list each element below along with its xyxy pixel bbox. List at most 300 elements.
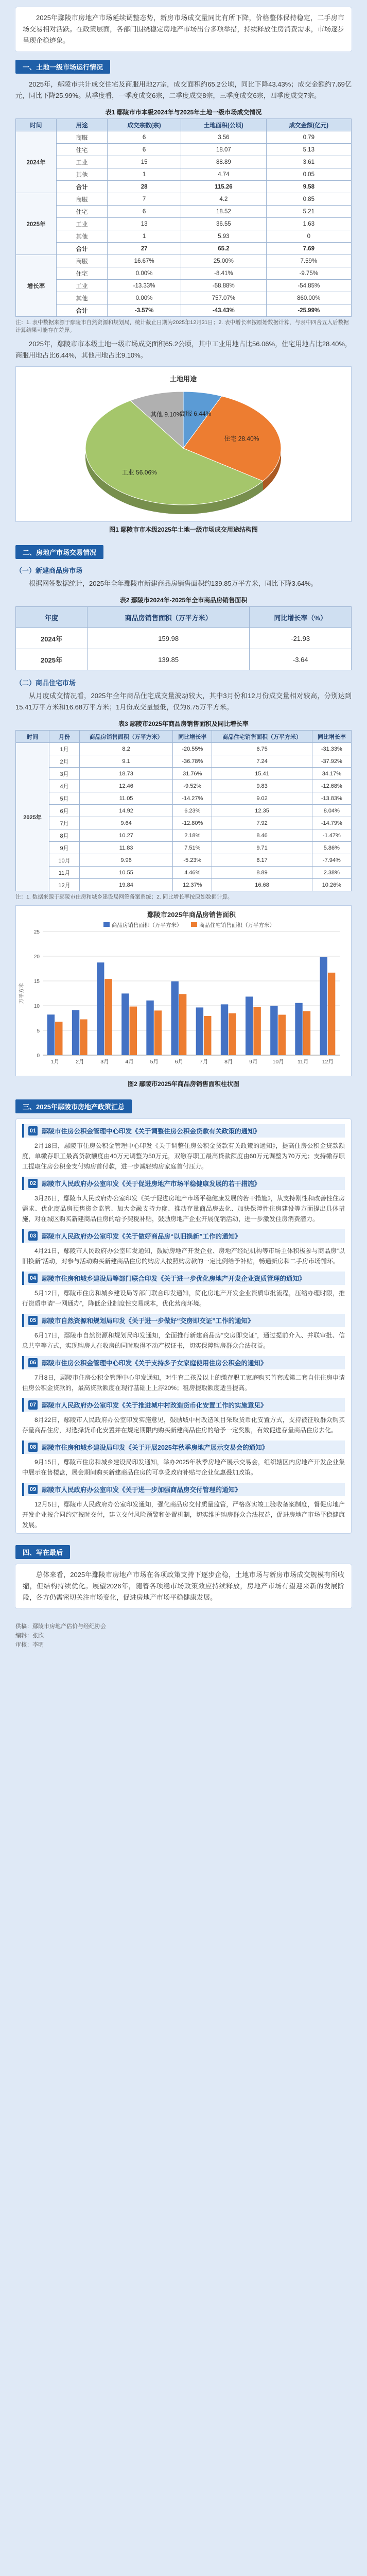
table-cell: 工业 bbox=[57, 218, 108, 230]
table-cell: 1.63 bbox=[266, 218, 351, 230]
y-tick-label: 0 bbox=[37, 1053, 40, 1059]
table-cell: -3.57% bbox=[108, 304, 181, 317]
land-transaction-table bbox=[15, 118, 352, 317]
table-header-cell: 用途 bbox=[57, 119, 108, 131]
x-tick-label: 1月 bbox=[50, 1059, 60, 1065]
table-year-cell: 增长率 bbox=[16, 255, 57, 317]
table-cell: 2.18% bbox=[173, 829, 212, 842]
table-cell: 9.96 bbox=[80, 854, 173, 867]
table-header-cell: 成交宗数(宗) bbox=[108, 119, 181, 131]
table-cell: -25.99% bbox=[266, 304, 351, 317]
pie-slice-label: 工业 56.06% bbox=[121, 469, 157, 477]
policy-title-text: 鄢陵市人民政府办公室印发《关于做好商品房“以旧换新”工作的通知》 bbox=[42, 1233, 241, 1240]
table-3-title: 表3 鄢陵市2025年商品房销售面积及同比增长率 bbox=[118, 720, 249, 727]
sales-area-table bbox=[15, 606, 352, 670]
bar bbox=[154, 1010, 162, 1055]
table-cell: 7.24 bbox=[212, 755, 312, 768]
closing-paragraph: 总体来看，2025年鄢陵市房地产市场在各项政策支持下逐步企稳，土地市场与新房市场成交规模有所收缩，但结构持续优化。展望2026年，随着各项稳市场政策效应持续释放，房地产市场有望迎来新的发展阶段，各方仍需密切关注市场变化，促进房地产市场平稳健康发展。 bbox=[23, 1571, 344, 1601]
y-tick-label: 25 bbox=[33, 929, 40, 935]
table-cell: -54.85% bbox=[266, 280, 351, 292]
table-row bbox=[16, 649, 352, 670]
y-tick-label: 20 bbox=[33, 954, 40, 960]
bar bbox=[270, 1006, 277, 1055]
table-cell: 1 bbox=[108, 230, 181, 243]
table-row bbox=[16, 867, 352, 879]
table-cell: 6 bbox=[108, 206, 181, 218]
policy-number: 08 bbox=[28, 1443, 38, 1452]
table-cell: 19.84 bbox=[80, 879, 173, 891]
bar-chart-panel bbox=[15, 905, 352, 1076]
footer-line: 编辑：张欣 bbox=[15, 1633, 44, 1639]
x-tick-label: 5月 bbox=[150, 1059, 159, 1065]
table-row bbox=[16, 255, 352, 267]
table-cell: 10.27 bbox=[80, 829, 173, 842]
table-header-cell: 时间 bbox=[16, 119, 57, 131]
table-cell: 2.38% bbox=[312, 867, 351, 879]
y-axis-label: 万平方米 bbox=[19, 983, 25, 1004]
table-cell: 合计 bbox=[57, 304, 108, 317]
policy-title bbox=[22, 1229, 345, 1243]
table-cell: 3.61 bbox=[266, 156, 351, 168]
table-row bbox=[16, 842, 352, 854]
table-header-cell: 同比增长率（%） bbox=[250, 607, 352, 628]
table-cell: 工业 bbox=[57, 156, 108, 168]
table-row bbox=[16, 144, 352, 156]
bar bbox=[146, 1001, 153, 1055]
table-cell: 12.37% bbox=[173, 879, 212, 891]
table-cell: 其他 bbox=[57, 292, 108, 304]
policy-body bbox=[22, 1141, 345, 1172]
policy-number: 06 bbox=[28, 1358, 38, 1367]
table-cell: 6月 bbox=[49, 805, 80, 817]
table-cell: 2024年 bbox=[16, 628, 88, 649]
table-cell: 31.76% bbox=[173, 768, 212, 780]
policy-title-text: 鄢陵市住房和城乡建设局印发《关于开展2025年秋季房地产展示交易会的通知》 bbox=[42, 1444, 269, 1451]
bar bbox=[328, 973, 335, 1055]
legend-label: 商品房销售面积（万平方米） bbox=[112, 922, 182, 928]
table-cell: 7.69 bbox=[266, 243, 351, 255]
table-cell: 住宅 bbox=[57, 144, 108, 156]
policy-title-text: 鄢陵市住房公积金管理中心印发《关于支持多子女家庭使用住房公积金的通知》 bbox=[42, 1360, 267, 1367]
table-cell: 商服 bbox=[57, 193, 108, 206]
policy-number: 01 bbox=[28, 1126, 38, 1136]
policy-body-text: 5月12日，鄢陵市住房和城乡建设局等部门联合印发通知，简化房地产开发企业资质审批流程，压缩办理时限，推行资质申请“一网通办”，降低企业制度性交易成本，优化营商环境。 bbox=[22, 1290, 345, 1307]
table-cell: 住宅 bbox=[57, 206, 108, 218]
table-cell: 其他 bbox=[57, 168, 108, 181]
section-2-paragraph-1: 根据网签数据统计，2025年全年鄢陵市新建商品房销售面积约139.85万平方米，同比下降3.64%。 bbox=[29, 580, 318, 587]
table-1-note: 注：1. 表中数据来源于鄢陵市自然资源和规划局，统计截止日期为2025年12月31日；2. 表中增长率按原始数据计算，与表中四舍五入后数据计算结果可能存在差异。 bbox=[15, 319, 349, 333]
table-cell: 7 bbox=[108, 193, 181, 206]
bar bbox=[295, 1003, 302, 1055]
table-cell: 88.89 bbox=[181, 156, 266, 168]
bar bbox=[303, 1011, 310, 1055]
table-cell: 2月 bbox=[49, 755, 80, 768]
table-cell: 12.46 bbox=[80, 780, 173, 792]
pie-title: 土地用途 bbox=[169, 375, 197, 383]
table-cell: -13.83% bbox=[312, 792, 351, 805]
table-cell: 25.00% bbox=[181, 255, 266, 267]
table-cell: 1月 bbox=[49, 743, 80, 755]
table-row bbox=[16, 131, 352, 144]
policy-body bbox=[22, 1330, 345, 1351]
table-cell: 0.00% bbox=[108, 267, 181, 280]
table-row bbox=[16, 755, 352, 768]
table-header-cell: 年度 bbox=[16, 607, 88, 628]
policy-title-text: 鄢陵市住房和城乡建设局等部门联合印发《关于进一步优化房地产开发企业资质管理的通知》 bbox=[42, 1275, 306, 1282]
table-year-cell: 2025年 bbox=[16, 193, 57, 255]
bar bbox=[229, 1013, 236, 1055]
section-1-paragraph-2: 2025年，鄢陵市市本级土地一级市场成交面积65.2公顷，其中工业用地占比56.06%，住宅用地占比28.40%，商服用地占比6.44%，其他用地占比9.10%。 bbox=[15, 340, 352, 359]
table-cell: 18.07 bbox=[181, 144, 266, 156]
table-row bbox=[16, 218, 352, 230]
table-cell: 14.92 bbox=[80, 805, 173, 817]
table-cell: 34.17% bbox=[312, 768, 351, 780]
section-1-header bbox=[15, 60, 352, 74]
bar bbox=[72, 1010, 79, 1055]
table-cell: 8.89 bbox=[212, 867, 312, 879]
pie-chart-panel bbox=[15, 366, 352, 522]
table-row bbox=[16, 156, 352, 168]
table-cell: -31.33% bbox=[312, 743, 351, 755]
table-cell: -43.43% bbox=[181, 304, 266, 317]
table-cell: 15 bbox=[108, 156, 181, 168]
table-row bbox=[16, 854, 352, 867]
table-cell: 5.86% bbox=[312, 842, 351, 854]
table-row bbox=[16, 805, 352, 817]
table-row bbox=[16, 879, 352, 891]
bar bbox=[80, 1019, 87, 1055]
table-1-title: 表1 鄢陵市市本级2024年与2025年土地一级市场成交情况 bbox=[105, 109, 262, 116]
policy-title-text: 鄢陵市人民政府办公室印发《关于进一步加强商品房交付管理的通知》 bbox=[42, 1486, 241, 1494]
bar bbox=[171, 981, 179, 1055]
table-cell: 7月 bbox=[49, 817, 80, 829]
bar bbox=[55, 1022, 62, 1055]
table-cell: 合计 bbox=[57, 181, 108, 193]
table-cell: 4.46% bbox=[173, 867, 212, 879]
policy-title bbox=[22, 1124, 345, 1138]
table-header-cell: 土地面积(公顷) bbox=[181, 119, 266, 131]
table-row bbox=[16, 628, 352, 649]
policy-body-text: 8月22日，鄢陵市人民政府办公室印发实施意见，鼓励城中村改造项目采取货币化安置方式，支持被征收群众购买存量商品住房，对选择货币化安置并在规定期限内购买新建商品住房的给予一定奖励，有效促进存量商品住房去化。 bbox=[22, 1416, 345, 1434]
pie-slice-label: 其他 9.10% bbox=[150, 411, 182, 418]
table-cell: 合计 bbox=[57, 243, 108, 255]
table-cell: 0.85 bbox=[266, 193, 351, 206]
table-cell: 2025年 bbox=[16, 649, 88, 670]
policy-title bbox=[22, 1356, 345, 1369]
table-cell: 139.85 bbox=[88, 649, 250, 670]
table-cell: 9.71 bbox=[212, 842, 312, 854]
policy-title bbox=[22, 1314, 345, 1327]
table-cell: 5.13 bbox=[266, 144, 351, 156]
table-cell: 4月 bbox=[49, 780, 80, 792]
table-cell: 13 bbox=[108, 218, 181, 230]
table-cell: 8月 bbox=[49, 829, 80, 842]
table-cell: 28 bbox=[108, 181, 181, 193]
table-cell: 12.35 bbox=[212, 805, 312, 817]
policy-body-text: 3月26日，鄢陵市人民政府办公室印发《关于促进房地产市场平稳健康发展的若干措施》，从支持刚性和改善性住房需求、优化商品房预售资金监管、加大金融支持力度、推动存量商品房去化、加快保障性住房建设等方面提出具体措施，对在城区购买新建商品住房的给予契税补贴，鼓励房地产企业开展促销活动，进一步激发住房消费潜力。 bbox=[22, 1195, 345, 1223]
y-tick-label: 10 bbox=[33, 1004, 40, 1009]
bar bbox=[204, 1016, 211, 1055]
table-cell: 7.51% bbox=[173, 842, 212, 854]
table-header-cell: 时间 bbox=[16, 731, 49, 743]
table-cell: -37.92% bbox=[312, 755, 351, 768]
table-cell: -7.94% bbox=[312, 854, 351, 867]
bar-chart-caption: 图2 鄢陵市2025年商品房销售面积柱状图 bbox=[128, 1080, 239, 1088]
policy-title bbox=[22, 1177, 345, 1190]
monthly-sales-bar-chart bbox=[16, 906, 351, 1076]
bar bbox=[130, 1007, 137, 1055]
intro-paragraph: 2025年鄢陵市房地产市场延续调整态势，新房市场成交量同比有所下降，价格整体保持稳定，二手房市场交易相对活跃。在政策层面，各部门围绕稳定房地产市场出台多项举措，持续释放住房消费需求，市场逐步呈现企稳迹象。 bbox=[23, 14, 344, 44]
table-cell: 商服 bbox=[57, 255, 108, 267]
legend-swatch bbox=[103, 922, 110, 927]
table-cell: -12.80% bbox=[173, 817, 212, 829]
table-header-cell: 月份 bbox=[49, 731, 80, 743]
table-cell: 0.05 bbox=[266, 168, 351, 181]
policy-list bbox=[15, 1118, 352, 1534]
x-tick-label: 9月 bbox=[249, 1059, 258, 1065]
section-1-badge: 一、土地一级市场运行情况 bbox=[15, 60, 110, 74]
pie-slice-label: 商服 6.44% bbox=[179, 410, 212, 418]
table-cell: 18.73 bbox=[80, 768, 173, 780]
section-2-paragraph-2: 从月度成交情况看，2025年全年商品住宅成交量波动较大，其中3月份和12月份成交量相对较高，分别达到15.41万平方米和16.68万平方米；1月份成交量最低，仅为6.75万平方米。 bbox=[15, 692, 352, 711]
policy-body bbox=[22, 1246, 345, 1266]
table-cell: 5.21 bbox=[266, 206, 351, 218]
table-cell: 6 bbox=[108, 144, 181, 156]
section-2-badge: 二、房地产市场交易情况 bbox=[15, 545, 103, 559]
policy-body-text: 6月17日，鄢陵市自然资源和规划局印发通知，全面推行新建商品房“交房即交证”，通过提前介入、并联审批、信息共享等方式，实现购房人在收房的同时取得不动产权证书，切实保障购房群众合法权益。 bbox=[22, 1332, 345, 1349]
table-cell: 10月 bbox=[49, 854, 80, 867]
x-tick-label: 8月 bbox=[224, 1059, 233, 1065]
table-cell: -13.33% bbox=[108, 280, 181, 292]
table-cell: 7.92 bbox=[212, 817, 312, 829]
table-cell: 商服 bbox=[57, 131, 108, 144]
bar bbox=[221, 1004, 228, 1055]
bar-chart-title: 鄢陵市2025年商品房销售面积 bbox=[147, 911, 236, 919]
table-cell: 9.1 bbox=[80, 755, 173, 768]
table-header-cell: 成交金额(亿元) bbox=[266, 119, 351, 131]
table-cell: -20.55% bbox=[173, 743, 212, 755]
y-tick-label: 5 bbox=[37, 1028, 40, 1034]
section-2-sub-1: （一）新建商品房市场 bbox=[15, 567, 83, 574]
policy-body bbox=[22, 1457, 345, 1478]
x-tick-label: 3月 bbox=[100, 1059, 109, 1065]
x-tick-label: 6月 bbox=[174, 1059, 184, 1065]
table-cell: 10.26% bbox=[312, 879, 351, 891]
monthly-sales-table bbox=[15, 730, 352, 891]
table-cell: 10.55 bbox=[80, 867, 173, 879]
policy-body-text: 4月21日，鄢陵市人民政府办公室印发通知，鼓励房地产开发企业、房地产经纪机构等市场主体积极参与商品房“以旧换新”活动，对参与活动购买新建商品住房的购房人按照购房款的一定比例给予补贴，畅通新房和二手房市场循环。 bbox=[22, 1247, 345, 1265]
table-row bbox=[16, 280, 352, 292]
closing-box bbox=[15, 1564, 352, 1608]
policy-body-text: 12月5日，鄢陵市人民政府办公室印发通知，强化商品房交付质量监管，严格落实竣工验收备案制度，督促房地产开发企业按合同约定按时交付，建立交付风险预警和处置机制，切实维护购房群众合法权益，促进房地产市场平稳健康发展。 bbox=[22, 1501, 345, 1529]
table-cell: 159.98 bbox=[88, 628, 250, 649]
policy-number: 04 bbox=[28, 1274, 38, 1283]
table-cell: 65.2 bbox=[181, 243, 266, 255]
bar bbox=[47, 1014, 55, 1055]
table-cell: -14.79% bbox=[312, 817, 351, 829]
policy-body bbox=[22, 1288, 345, 1309]
table-cell: 18.52 bbox=[181, 206, 266, 218]
table-cell: -9.75% bbox=[266, 267, 351, 280]
footer bbox=[15, 1622, 352, 1650]
x-tick-label: 7月 bbox=[199, 1059, 208, 1065]
footer-line: 审核：李明 bbox=[15, 1642, 44, 1648]
x-tick-label: 2月 bbox=[76, 1059, 84, 1065]
table-cell: 6.23% bbox=[173, 805, 212, 817]
table-cell: 16.68 bbox=[212, 879, 312, 891]
table-cell: 11月 bbox=[49, 867, 80, 879]
policy-title bbox=[22, 1483, 345, 1496]
pie-slice-label: 住宅 28.40% bbox=[224, 435, 259, 443]
footer-line: 供稿：鄢陵市房地产估价与经纪协会 bbox=[15, 1623, 106, 1630]
policy-title-text: 鄢陵市人民政府办公室印发《关于促进房地产市场平稳健康发展的若干措施》 bbox=[42, 1180, 261, 1188]
bar bbox=[179, 994, 186, 1055]
sales-table-body bbox=[16, 628, 352, 670]
table-cell: 住宅 bbox=[57, 267, 108, 280]
table-cell: 8.2 bbox=[80, 743, 173, 755]
table-cell: 3月 bbox=[49, 768, 80, 780]
policy-body bbox=[22, 1372, 345, 1393]
table-cell: 0.00% bbox=[108, 292, 181, 304]
table-row bbox=[16, 168, 352, 181]
table-row bbox=[16, 206, 352, 218]
x-tick-label: 12月 bbox=[322, 1059, 334, 1065]
table-cell: 36.55 bbox=[181, 218, 266, 230]
table-cell: 860.00% bbox=[266, 292, 351, 304]
table-cell: 757.07% bbox=[181, 292, 266, 304]
table-row bbox=[16, 829, 352, 842]
land-use-pie-chart bbox=[16, 367, 351, 521]
table-cell: 12月 bbox=[49, 879, 80, 891]
table-cell: 7.59% bbox=[266, 255, 351, 267]
table-2-title: 表2 鄢陵市2024年-2025年全市商品房销售面积 bbox=[119, 597, 248, 604]
table-header-cell: 同比增长率 bbox=[173, 731, 212, 743]
table-cell: 9.02 bbox=[212, 792, 312, 805]
policy-body-text: 7月8日，鄢陵市住房公积金管理中心印发通知，对生育二孩及以上的缴存职工家庭购买首套或第二套自住住房申请住房公积金贷款的，最高贷款额度在现行基础上上浮20%；租房提取额度适当提高。 bbox=[22, 1374, 345, 1392]
section-3-header bbox=[15, 1099, 352, 1113]
section-3-badge: 三、2025年鄢陵市房地产政策汇总 bbox=[15, 1099, 132, 1113]
table-header-cell: 同比增长率 bbox=[312, 731, 351, 743]
table-cell: 其他 bbox=[57, 230, 108, 243]
table-row bbox=[16, 792, 352, 805]
legend-label: 商品住宅销售面积（万平方米） bbox=[199, 922, 275, 928]
table-cell: -5.23% bbox=[173, 854, 212, 867]
policy-title-text: 鄢陵市自然资源和规划局印发《关于进一步做好“交房即交证”工作的通知》 bbox=[42, 1317, 254, 1325]
bar bbox=[320, 957, 327, 1055]
table-row bbox=[16, 193, 352, 206]
table-cell: 27 bbox=[108, 243, 181, 255]
bar bbox=[97, 962, 104, 1055]
table-row bbox=[16, 292, 352, 304]
section-4-header bbox=[15, 1545, 352, 1559]
table-row bbox=[16, 780, 352, 792]
table-row bbox=[16, 768, 352, 780]
table-cell: 8.04% bbox=[312, 805, 351, 817]
table-row bbox=[16, 817, 352, 829]
policy-title-text: 鄢陵市住房公积金管理中心印发《关于调整住房公积金贷款有关政策的通知》 bbox=[42, 1128, 261, 1135]
policy-body-text: 9月15日，鄢陵市住房和城乡建设局印发通知，举办2025年秋季房地产展示交易会，组织辖区内房地产开发企业集中展示在售楼盘，展会期间购买新建商品住房的可享受政府补贴与企业优惠叠加政策。 bbox=[22, 1459, 345, 1476]
table-header-cell: 商品房销售面积（万平方米） bbox=[88, 607, 250, 628]
table-header-cell: 商品房销售面积（万平方米） bbox=[80, 731, 173, 743]
table-cell: 16.67% bbox=[108, 255, 181, 267]
policy-title bbox=[22, 1272, 345, 1285]
table-cell: -1.47% bbox=[312, 829, 351, 842]
table-cell: -14.27% bbox=[173, 792, 212, 805]
table-cell: 9.83 bbox=[212, 780, 312, 792]
table-cell: 3.56 bbox=[181, 131, 266, 144]
bar bbox=[196, 1007, 203, 1055]
section-2-header bbox=[15, 545, 352, 559]
table-cell: -8.41% bbox=[181, 267, 266, 280]
legend-swatch bbox=[191, 922, 197, 927]
policy-title bbox=[22, 1398, 345, 1412]
table-cell: 11.83 bbox=[80, 842, 173, 854]
bar bbox=[104, 979, 112, 1055]
table-cell: -58.88% bbox=[181, 280, 266, 292]
y-tick-label: 15 bbox=[33, 979, 40, 985]
table-3-note: 注：1. 数据来源于鄢陵市住房和城乡建设局网签备案系统；2. 同比增长率按原始数据计算。 bbox=[15, 894, 233, 900]
bar bbox=[121, 993, 129, 1055]
table-cell: 1 bbox=[108, 168, 181, 181]
section-2-sub-2: （二）商品住宅市场 bbox=[15, 679, 76, 687]
policy-number: 09 bbox=[28, 1485, 38, 1494]
table-cell: -36.78% bbox=[173, 755, 212, 768]
table-cell: 9月 bbox=[49, 842, 80, 854]
table-cell: 9.58 bbox=[266, 181, 351, 193]
policy-number: 03 bbox=[28, 1231, 38, 1241]
table-cell: 0 bbox=[266, 230, 351, 243]
table-row bbox=[16, 230, 352, 243]
table-cell: 8.17 bbox=[212, 854, 312, 867]
table-cell: 6.75 bbox=[212, 743, 312, 755]
table-cell: 11.05 bbox=[80, 792, 173, 805]
section-4-badge: 四、写在最后 bbox=[15, 1545, 70, 1559]
x-tick-label: 11月 bbox=[298, 1059, 309, 1065]
policy-title bbox=[22, 1440, 345, 1454]
bar bbox=[278, 1015, 286, 1055]
table-row bbox=[16, 267, 352, 280]
table-cell: 9.64 bbox=[80, 817, 173, 829]
table-cell: 0.79 bbox=[266, 131, 351, 144]
x-tick-label: 4月 bbox=[125, 1059, 134, 1065]
table-cell: 工业 bbox=[57, 280, 108, 292]
table-cell: -21.93 bbox=[250, 628, 352, 649]
table-cell: 5月 bbox=[49, 792, 80, 805]
section-1-paragraph-1: 2025年，鄢陵市共计成交住宅及商服用地27宗，成交面积约65.2公顷，同比下降43.43%；成交金额约7.69亿元，同比下降25.99%。从季度看，一季度成交6宗，二季度成交8宗，三季度成交6宗，四季度成交7宗。 bbox=[15, 80, 352, 99]
table-cell: -12.68% bbox=[312, 780, 351, 792]
policy-number: 02 bbox=[28, 1179, 38, 1188]
table-year-cell: 2025年 bbox=[16, 743, 49, 891]
table-row bbox=[16, 243, 352, 255]
table-cell: 8.46 bbox=[212, 829, 312, 842]
policy-body bbox=[22, 1499, 345, 1530]
table-year-cell: 2024年 bbox=[16, 131, 57, 193]
x-tick-label: 10月 bbox=[272, 1059, 284, 1065]
policy-body bbox=[22, 1193, 345, 1224]
table-header-cell: 商品住宅销售面积（万平方米） bbox=[212, 731, 312, 743]
bar bbox=[253, 1007, 260, 1055]
intro-box bbox=[15, 7, 352, 52]
bar bbox=[246, 996, 253, 1055]
report-page bbox=[0, 7, 367, 2576]
policy-title-text: 鄢陵市人民政府办公室印发《关于推进城中村改造货币化安置工作的实施意见》 bbox=[42, 1402, 267, 1409]
table-cell: -9.52% bbox=[173, 780, 212, 792]
table-cell: 115.26 bbox=[181, 181, 266, 193]
monthly-table-body bbox=[16, 743, 352, 891]
table-cell: 4.2 bbox=[181, 193, 266, 206]
table-cell: 4.74 bbox=[181, 168, 266, 181]
pie-chart-caption: 图1 鄢陵市市本级2025年土地一级市场成交用途结构图 bbox=[109, 526, 258, 533]
